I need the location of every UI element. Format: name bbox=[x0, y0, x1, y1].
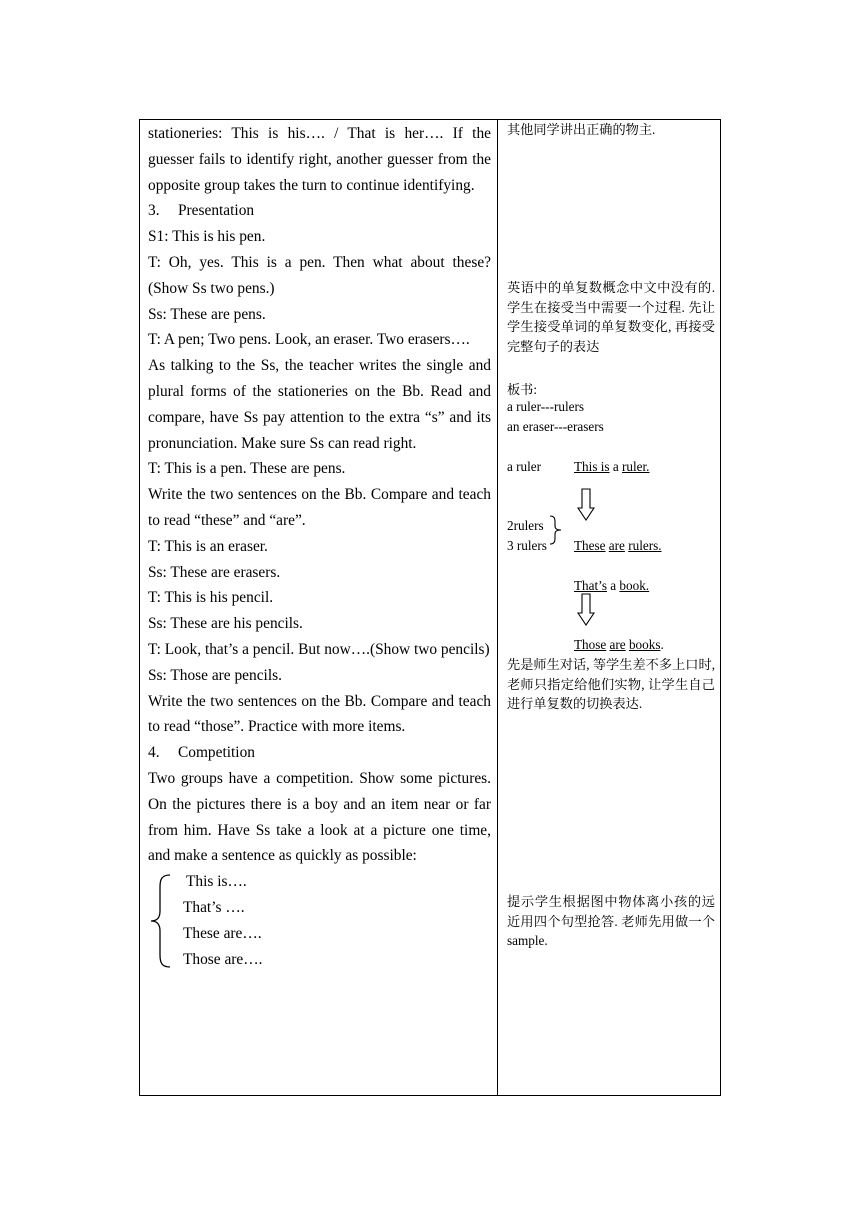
board-singular-label: a ruler bbox=[507, 459, 542, 474]
underlined-word: These bbox=[574, 538, 606, 553]
board-sentence-those bbox=[574, 637, 664, 653]
pattern-item: That’s …. bbox=[183, 898, 245, 916]
note-text: 其他同学讲出正确的物主. bbox=[507, 122, 656, 137]
down-arrow-icon bbox=[577, 488, 595, 521]
dialogue-line: S1: This is his pen. bbox=[148, 228, 266, 246]
underlined-word: are bbox=[609, 637, 626, 652]
instruction-paragraph: Write the two sentences on the Bb. Compare and teach to read “those”. Practice with more items. bbox=[148, 692, 491, 736]
competition-paragraph: Two groups have a competition. Show some pictures. On the pictures there is a boy and an item near or far from him. Have Ss take a look at a picture one time, and make a sentence as quickly as possible: bbox=[148, 769, 491, 865]
word: . bbox=[660, 637, 664, 652]
board-sentence-that bbox=[574, 578, 649, 594]
procedure-column bbox=[148, 121, 491, 972]
underlined-word: book. bbox=[619, 578, 650, 593]
dialogue-line: Ss: These are pens. bbox=[148, 305, 266, 323]
right-brace-icon bbox=[549, 515, 563, 545]
dialogue-line: T: A pen; Two pens. Look, an eraser. Two erasers…. bbox=[148, 331, 470, 349]
dialogue-line: T: This is an eraser. bbox=[148, 537, 268, 555]
instruction-paragraph: As talking to the Ss, the teacher writes the single and plural forms of the stationeries on the Bb. Read and compare, have Ss pay attention to the extra “s” and its pronunciation. Make sure Ss can read right. bbox=[148, 357, 491, 452]
note-text: 英语中的单复数概念中文中没有的. 学生在接受当中需要一个过程. 先让学生接受单词的单复数变化, 再接受完整句子的表达 bbox=[507, 280, 715, 355]
underlined-word: books bbox=[628, 637, 661, 652]
note-plural-concept bbox=[507, 278, 715, 357]
dialogue-line: T: This is a pen. These are pens. bbox=[148, 460, 346, 478]
dialogue-line: Ss: Those are pencils. bbox=[148, 666, 282, 684]
note-text: 先是师生对话, 等学生差不多上口时, 老师只指定给他们实物, 让学生自己进行单复数的切换表达. bbox=[507, 657, 715, 712]
instruction-paragraph: Write the two sentences on the Bb. Compare and teach to read “these” and “are”. bbox=[148, 486, 491, 529]
intro-paragraph: stationeries: This is his…. / That is her…. If the guesser fails to identify right, another guesser from the opposite group takes the turn to continue identifying. bbox=[148, 125, 491, 194]
section-competition-heading bbox=[148, 740, 491, 766]
board-plural-label: 2rulers bbox=[507, 518, 544, 533]
board-line: an eraser---erasers bbox=[507, 419, 604, 434]
note-text: 提示学生根据图中物体离小孩的远近用四个句型抢答. 老师先用做一个 sample. bbox=[507, 894, 715, 949]
pattern-item: Those are…. bbox=[183, 950, 263, 968]
underlined-word: That’s bbox=[574, 578, 607, 593]
dialogue-line: T: Look, that’s a pencil. But now….(Show two pencils) bbox=[148, 640, 490, 658]
dialogue-line: Ss: These are erasers. bbox=[148, 563, 281, 581]
board-line: a ruler---rulers bbox=[507, 399, 584, 414]
underlined-word: are bbox=[608, 538, 625, 553]
board-title: 板书: bbox=[507, 382, 538, 397]
word: a bbox=[612, 459, 619, 474]
section-number: 4. bbox=[148, 744, 160, 762]
word: a bbox=[610, 578, 617, 593]
down-arrow-icon bbox=[577, 593, 595, 626]
section-title: Competition bbox=[178, 744, 255, 762]
section-number: 3. bbox=[148, 202, 160, 220]
column-divider bbox=[497, 119, 498, 1096]
underlined-word: This is bbox=[574, 459, 610, 474]
dialogue-line: T: Oh, yes. This is a pen. Then what about these? (Show Ss two pens.) bbox=[148, 253, 491, 297]
note-competition-hint bbox=[507, 892, 715, 951]
section-title: Presentation bbox=[178, 202, 255, 220]
underlined-word: Those bbox=[574, 637, 607, 652]
pattern-item: These are…. bbox=[183, 924, 262, 942]
section-presentation-heading bbox=[148, 198, 491, 224]
note-dialogue-practice bbox=[507, 655, 715, 714]
left-brace-icon bbox=[148, 873, 172, 969]
board-sentence-these bbox=[574, 538, 662, 554]
pattern-item: This is…. bbox=[186, 873, 247, 891]
note-identify-owner bbox=[507, 120, 715, 140]
board-sentence-this bbox=[574, 459, 649, 475]
underlined-word: ruler. bbox=[622, 459, 650, 474]
dialogue-line: T: This is his pencil. bbox=[148, 589, 274, 607]
board-plural-label: 3 rulers bbox=[507, 538, 547, 553]
dialogue-line: Ss: These are his pencils. bbox=[148, 615, 303, 633]
underlined-word: rulers. bbox=[628, 538, 662, 553]
sentence-pattern-list bbox=[148, 869, 491, 972]
